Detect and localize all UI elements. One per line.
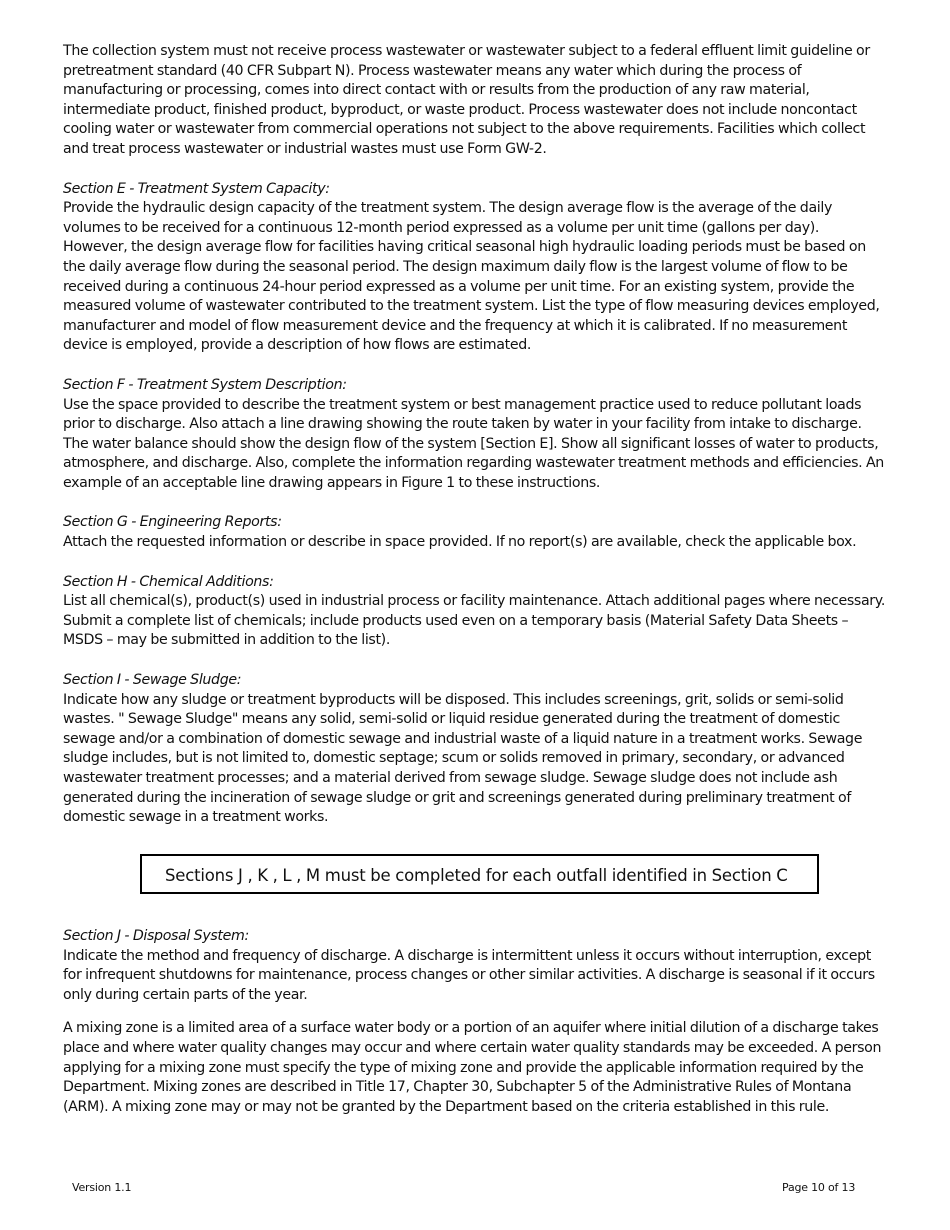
version-label: Version 1.1 — [72, 1181, 132, 1194]
section-h — [63, 573, 885, 651]
intro-paragraph: The collection system must not receive process wastewater or wastewater subject to a federal effluent limit guideline or pretreatment standard (40 CFR Subpart N). Process wastewater means any water which during the process of manufacturing or processing, comes into direct contact with or results from the production of any raw material, intermediate product, finished product, byproduct, or waste product. Process wastewater does not include noncontact cooling water or wastewater from commercial operations not subject to the above requirements. Facilities which collect and treat process wastewater or industrial wastes must use Form GW-2. — [63, 43, 870, 157]
section-f-heading: Section F - Treatment System Description: — [63, 376, 347, 393]
section-g-body: Attach the requested information or describe in space provided. If no report(s) are available, check the applicable box. — [63, 534, 857, 551]
page-body — [63, 42, 885, 828]
outfall-callout-box — [140, 854, 819, 894]
section-h-body: List all chemical(s), product(s) used in industrial process or facility maintenance. Attach additional pages where necessary. Submit a complete list of chemicals; include products used even on a temporary basis (Material Safety Data Sheets – MSDS – may be submitted in addition to the list). — [63, 593, 885, 649]
instructions-lower — [63, 927, 885, 1117]
section-g — [63, 513, 885, 552]
section-h-heading: Section H - Chemical Additions: — [63, 573, 274, 590]
section-f — [63, 376, 885, 494]
page-number: Page 10 of 13 — [782, 1181, 856, 1194]
instructions-upper — [63, 42, 885, 828]
section-i-heading: Section I - Sewage Sludge: — [63, 672, 242, 689]
outfall-callout-text: Sections J , K , L , M must be completed for each outfall identified in Section C — [165, 866, 788, 885]
section-g-heading: Section G - Engineering Reports: — [63, 514, 282, 531]
section-e-body: Provide the hydraulic design capacity of the treatment system. The design average flow is the average of the daily volumes to be received for a continuous 12-month period expressed as a volume per unit time (gallons per day). However, the design average flow for facilities having critical seasonal high hydraulic loading periods must be based on the daily average flow during the seasonal period. The design maximum daily flow is the largest volume of flow to be received during a continuous 24-hour period expressed as a volume per unit time. For an existing system, provide the measured volume of wastewater contributed to the treatment system. List the type of flow measuring devices employed, manufacturer and model of flow measurement device and the frequency at which it is calibrated. If no measurement device is employed, provide a description of how flows are estimated. — [63, 200, 880, 354]
section-j-body: Indicate the method and frequency of discharge. A discharge is intermittent unless it occurs without interruption, except for infrequent shutdowns for maintenance, process changes or other similar activities. A discharge is seasonal if it occurs only during certain parts of the year. — [63, 947, 875, 1003]
section-e — [63, 180, 885, 356]
section-f-body: Use the space provided to describe the treatment system or best management practice used to reduce pollutant loads prior to discharge. Also attach a line drawing showing the route taken by water in your facility from intake to discharge. The water balance should show the design flow of the system [Section E]. Show all significant losses of water to products, atmosphere, and discharge. Also, complete the information regarding wastewater treatment methods and efficiencies. An example of an acceptable line drawing appears in Figure 1 to these instructions. — [63, 396, 884, 491]
section-j-heading: Section J - Disposal System: — [63, 928, 249, 944]
mixing-zone-paragraph: A mixing zone is a limited area of a surface water body or a portion of an aquifer where initial dilution of a discharge takes place and where water quality changes may occur and where certain water quality standards may be exceeded. A person applying for a mixing zone must specify the type of mixing zone and provide the applicable information required by the Department. Mixing zones are described in Title 17, Chapter 30, Subchapter 5 of the Administrative Rules of Montana (ARM). A mixing zone may or may not be granted by the Department based on the criteria established in this rule. — [63, 1020, 882, 1115]
section-j — [63, 927, 885, 1117]
page-body-lower — [63, 927, 885, 1117]
section-i-body: Indicate how any sludge or treatment byproducts will be disposed. This includes screenings, grit, solids or semi-solid wastes. " Sewage Sludge" means any solid, semi-solid or liquid residue generated during the treatment of domestic sewage and/or a combination of domestic sewage and industrial waste of a liquid nature in a treatment works. Sewage sludge includes, but is not limited to, domestic septage; scum or solids removed in primary, secondary, or advanced wastewater treatment processes; and a material derived from sewage sludge. Sewage sludge does not include ash generated during the incineration of sewage sludge or grit and screenings generated during preliminary treatment of domestic sewage in a treatment works. — [63, 691, 863, 826]
section-i — [63, 671, 885, 828]
section-e-heading: Section E - Treatment System Capacity: — [63, 180, 330, 197]
